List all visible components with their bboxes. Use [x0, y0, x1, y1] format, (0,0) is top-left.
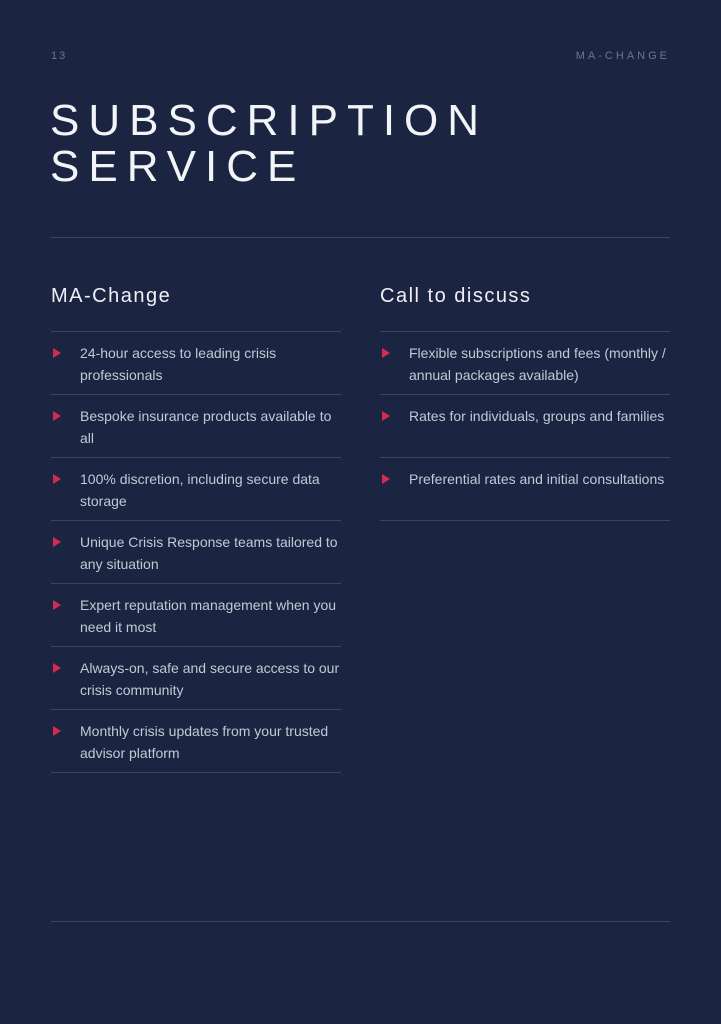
list-item [380, 458, 670, 521]
list-item [380, 332, 670, 395]
list-item-text: Rates for individuals, groups and families [409, 408, 665, 424]
triangle-bullet-icon [53, 726, 61, 736]
top-divider [51, 237, 670, 238]
list-item [380, 395, 670, 458]
ma-change-list [51, 331, 341, 773]
list-item-text: Preferential rates and initial consultations [409, 471, 665, 487]
triangle-bullet-icon [382, 411, 390, 421]
list-item [51, 395, 341, 458]
list-item-text: Bespoke insurance products available to all [80, 408, 332, 446]
triangle-bullet-icon [53, 348, 61, 358]
list-item-text: Expert reputation management when you need it most [80, 597, 337, 635]
triangle-bullet-icon [53, 600, 61, 610]
page-number: 13 [51, 50, 68, 62]
triangle-bullet-icon [53, 537, 61, 547]
list-item-text: Monthly crisis updates from your trusted advisor platform [80, 723, 329, 761]
call-to-discuss-column [380, 284, 670, 521]
list-item [51, 584, 341, 647]
call-to-discuss-list [380, 331, 670, 521]
page-title-line-1: SUBSCRIPTION [50, 96, 489, 145]
list-item [51, 710, 341, 773]
call-to-discuss-heading: Call to discuss [380, 285, 532, 307]
triangle-bullet-icon [53, 411, 61, 421]
list-item-text: Flexible subscriptions and fees (monthly / annual packages available) [409, 345, 666, 383]
triangle-bullet-icon [382, 348, 390, 358]
list-item [51, 458, 341, 521]
triangle-bullet-icon [382, 474, 390, 484]
list-item-text: Unique Crisis Response teams tailored to any situation [80, 534, 338, 572]
page-title-line-2: SERVICE [50, 142, 306, 191]
ma-change-heading: MA-Change [51, 285, 172, 307]
list-item-text: 100% discretion, including secure data storage [80, 471, 320, 509]
ma-change-column [51, 284, 341, 773]
triangle-bullet-icon [53, 474, 61, 484]
brand-label: MA-CHANGE [575, 50, 670, 62]
list-item-text: 24-hour access to leading crisis professionals [80, 345, 277, 383]
triangle-bullet-icon [53, 663, 61, 673]
list-item [51, 521, 341, 584]
list-item [51, 647, 341, 710]
list-item [51, 332, 341, 395]
list-item-text: Always-on, safe and secure access to our crisis community [80, 660, 340, 698]
page-title [50, 98, 488, 190]
bottom-divider [51, 921, 670, 922]
